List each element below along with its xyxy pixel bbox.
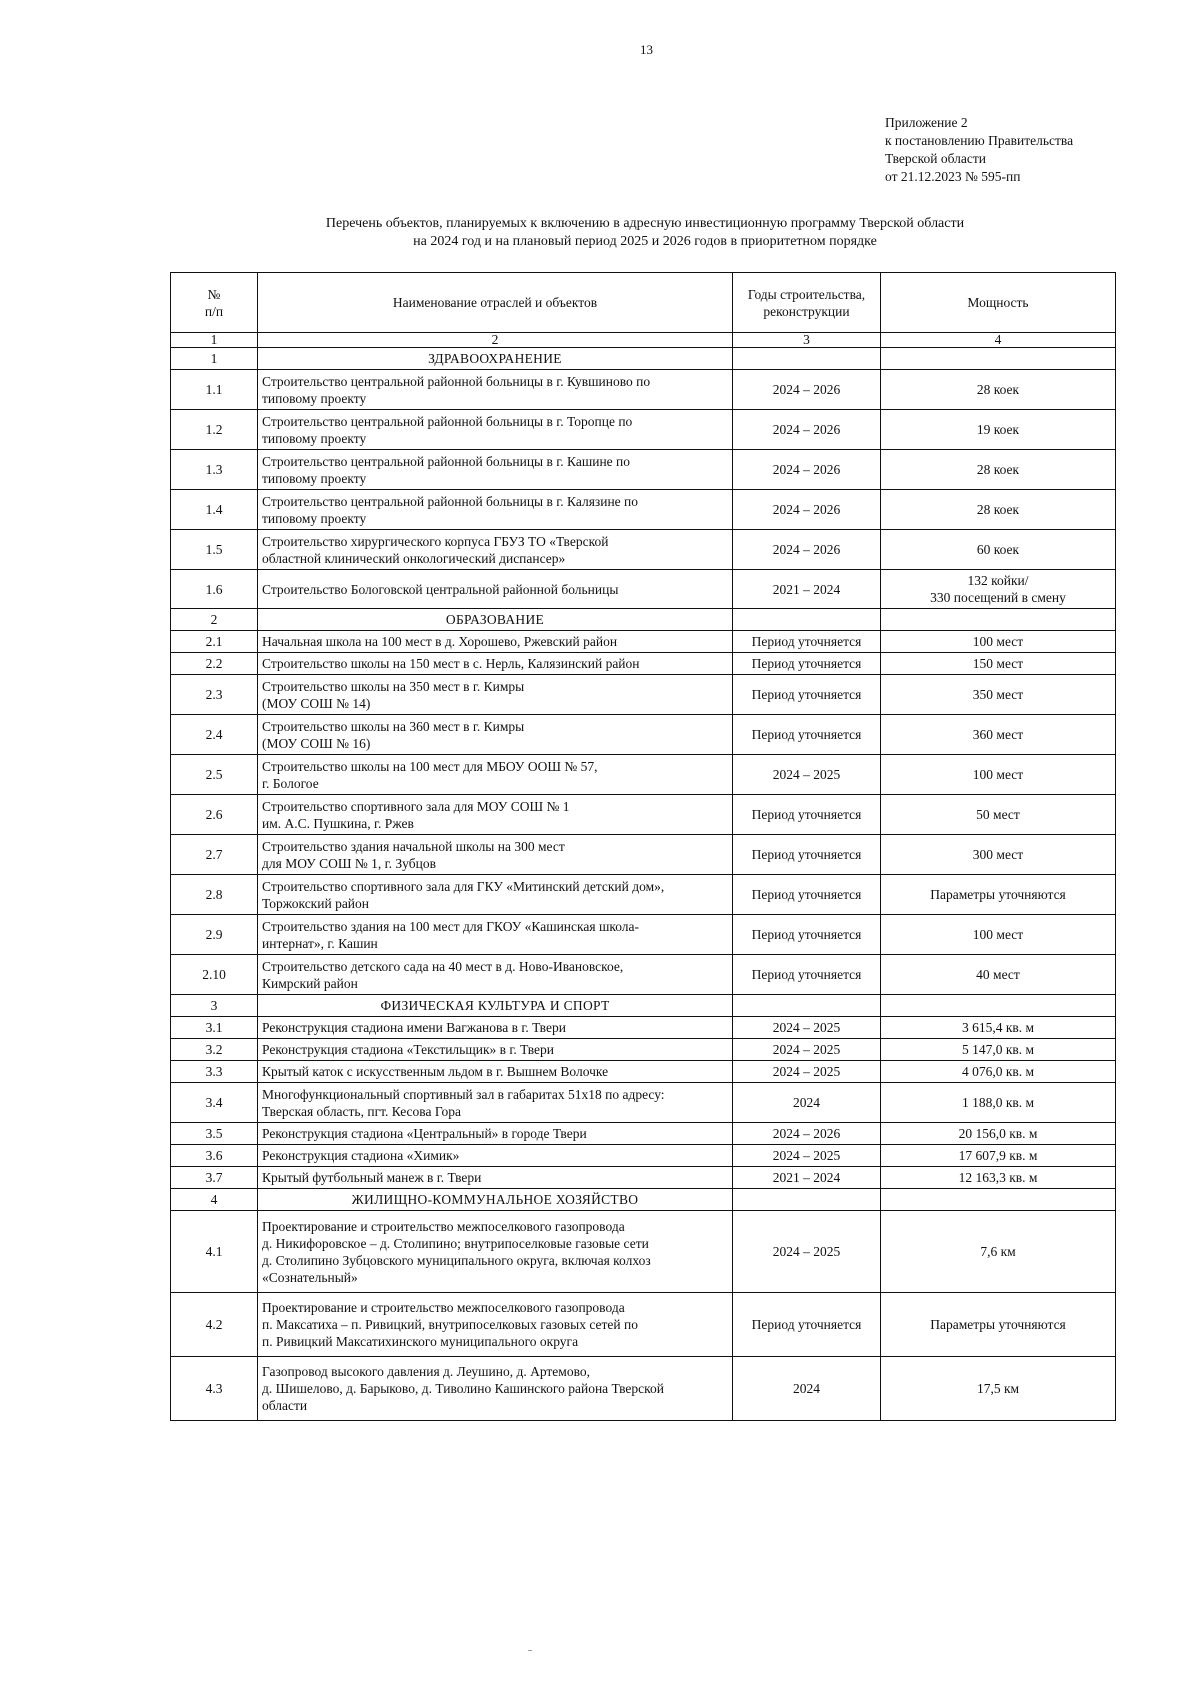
object-name	[258, 1211, 733, 1293]
capacity-line: 19 коек	[976, 422, 1020, 437]
capacity-line: 28 коек	[976, 502, 1020, 517]
header-capacity: Мощность	[881, 273, 1116, 333]
object-name-line: Проектирование и строительство межпоселкового газопровода	[262, 1300, 625, 1315]
capacity	[881, 1167, 1116, 1189]
capacity-line: 60 коек	[976, 542, 1020, 557]
object-name-line: Кимрский район	[262, 975, 358, 991]
object-name	[258, 450, 733, 490]
object-name-line: Торжокский район	[262, 895, 370, 911]
appendix-line: к постановлению Правительства	[885, 133, 1074, 148]
object-name-line: для МОУ СОШ № 1, г. Зубцов	[262, 855, 436, 871]
capacity	[881, 348, 1116, 370]
row-number: 1.2	[171, 410, 258, 450]
table-row	[171, 1211, 1116, 1293]
row-number: 3.1	[171, 1017, 258, 1039]
construction-years: 2021 – 2024	[733, 570, 881, 609]
object-name	[258, 875, 733, 915]
object-name-line: Многофункциональный спортивный зал в габаритах 51х18 по адресу:	[262, 1086, 665, 1102]
object-name	[258, 490, 733, 530]
construction-years: Период уточняется	[733, 835, 881, 875]
row-number: 3	[171, 995, 258, 1017]
construction-years: 2024 – 2026	[733, 530, 881, 570]
construction-years: 2024 – 2025	[733, 1061, 881, 1083]
construction-years: Период уточняется	[733, 675, 881, 715]
object-name-line: Тверская область, пгт. Кесова Гора	[262, 1103, 461, 1119]
construction-years: Период уточняется	[733, 955, 881, 995]
section-title: ЗДРАВООХРАНЕНИЕ	[258, 348, 733, 370]
row-number: 2.7	[171, 835, 258, 875]
capacity-line: 28 коек	[976, 462, 1020, 477]
object-name-line: Проектирование и строительство межпоселкового газопровода	[262, 1218, 625, 1234]
object-name	[258, 755, 733, 795]
object-name-line: им. А.С. Пушкина, г. Ржев	[262, 815, 414, 831]
object-name-line: Строительство центральной районной больницы в г. Торопце по	[262, 413, 633, 429]
construction-years: Период уточняется	[733, 1293, 881, 1357]
table-row	[171, 490, 1116, 530]
table-row	[171, 410, 1116, 450]
capacity	[881, 675, 1116, 715]
capacity	[881, 795, 1116, 835]
object-name	[258, 955, 733, 995]
capacity	[881, 1357, 1116, 1421]
construction-years: 2024 – 2026	[733, 490, 881, 530]
object-name-line: Строительство хирургического корпуса ГБУЗ ТО «Тверской	[262, 533, 609, 549]
capacity-line: 100 мест	[972, 634, 1024, 649]
object-name-line: Строительство центральной районной больницы в г. Кашине по	[262, 453, 631, 469]
object-name-line: Строительство Бологовской центральной районной больницы	[262, 581, 619, 597]
section-row	[171, 348, 1116, 370]
capacity	[881, 1123, 1116, 1145]
column-number: 1	[171, 333, 258, 348]
capacity	[881, 490, 1116, 530]
header-years-line: Годы строительства,	[747, 286, 866, 302]
object-name-line: Строительство детского сада на 40 мест в д. Ново-Ивановское,	[262, 958, 624, 974]
header-num	[171, 273, 258, 333]
object-name-line: Крытый футбольный манеж в г. Твери	[262, 1170, 482, 1185]
row-number: 1.3	[171, 450, 258, 490]
object-name-line: Строительство центральной районной больницы в г. Калязине по	[262, 493, 639, 509]
capacity	[881, 915, 1116, 955]
capacity	[881, 995, 1116, 1017]
row-number: 4.1	[171, 1211, 258, 1293]
capacity-line: 4 076,0 кв. м	[961, 1064, 1035, 1079]
object-name	[258, 1167, 733, 1189]
row-number: 4	[171, 1189, 258, 1211]
section-title: ОБРАЗОВАНИЕ	[258, 609, 733, 631]
capacity-line: 100 мест	[972, 767, 1024, 782]
row-number: 4.3	[171, 1357, 258, 1421]
object-name-line: Строительство здания на 100 мест для ГКОУ «Кашинская школа-	[262, 918, 640, 934]
capacity-line: Параметры уточняются	[930, 887, 1066, 902]
construction-years: 2024 – 2025	[733, 1039, 881, 1061]
table-row	[171, 1039, 1116, 1061]
scan-mark	[528, 1650, 532, 1651]
header-years	[733, 273, 881, 333]
object-name	[258, 715, 733, 755]
row-number: 3.5	[171, 1123, 258, 1145]
table-row	[171, 1017, 1116, 1039]
table-row	[171, 675, 1116, 715]
capacity	[881, 1145, 1116, 1167]
capacity	[881, 609, 1116, 631]
object-name	[258, 1083, 733, 1123]
object-name-line: Реконструкция стадиона «Текстильщик» в г. Твери	[262, 1042, 554, 1057]
construction-years	[733, 609, 881, 631]
capacity-line: 330 посещений в смену	[930, 590, 1066, 605]
object-name-line: области	[262, 1398, 308, 1413]
capacity-line: 40 мест	[976, 967, 1020, 982]
construction-years: 2024 – 2026	[733, 370, 881, 410]
section-row	[171, 995, 1116, 1017]
column-number: 2	[258, 333, 733, 348]
object-name-line: Строительство спортивного зала для ГКУ «Митинский детский дом»,	[262, 878, 665, 894]
table-row	[171, 955, 1116, 995]
row-number: 1.4	[171, 490, 258, 530]
table-row	[171, 631, 1116, 653]
row-number: 3.6	[171, 1145, 258, 1167]
object-name-line: г. Бологое	[262, 775, 319, 791]
capacity	[881, 1017, 1116, 1039]
object-name-line: «Сознательный»	[262, 1269, 358, 1285]
object-name	[258, 370, 733, 410]
capacity	[881, 370, 1116, 410]
construction-years: Период уточняется	[733, 875, 881, 915]
object-name-line: Реконструкция стадиона «Химик»	[262, 1148, 460, 1163]
capacity	[881, 1039, 1116, 1061]
capacity	[881, 410, 1116, 450]
table-row	[171, 1061, 1116, 1083]
object-name-line: типовому проекту	[262, 470, 367, 486]
table-row	[171, 530, 1116, 570]
section-title: ЖИЛИЩНО-КОММУНАЛЬНОЕ ХОЗЯЙСТВО	[258, 1189, 733, 1211]
capacity-line: 360 мест	[972, 727, 1024, 742]
capacity-line: 150 мест	[972, 656, 1024, 671]
capacity	[881, 715, 1116, 755]
construction-years: 2024 – 2026	[733, 450, 881, 490]
row-number: 4.2	[171, 1293, 258, 1357]
table-row	[171, 795, 1116, 835]
table-row	[171, 1167, 1116, 1189]
capacity-line: 300 мест	[972, 847, 1024, 862]
object-name-line: Строительство здания начальной школы на 300 мест	[262, 838, 565, 854]
object-name-line: (МОУ СОШ № 14)	[262, 695, 371, 711]
object-name	[258, 631, 733, 653]
document-title	[170, 215, 1120, 251]
appendix-line: Тверской области	[885, 151, 986, 166]
construction-years: 2024 – 2026	[733, 410, 881, 450]
construction-years: Период уточняется	[733, 631, 881, 653]
object-name-line: Строительство школы на 350 мест в г. Кимры	[262, 678, 525, 694]
table-row	[171, 1083, 1116, 1123]
object-name-line: областной клинический онкологический диспансер»	[262, 550, 566, 566]
object-name	[258, 530, 733, 570]
row-number: 2.2	[171, 653, 258, 675]
table-row	[171, 570, 1116, 609]
capacity-line: 1 188,0 кв. м	[961, 1095, 1035, 1110]
object-name	[258, 675, 733, 715]
object-name-line: Реконструкция стадиона имени Вагжанова в г. Твери	[262, 1020, 566, 1035]
capacity	[881, 1211, 1116, 1293]
header-name: Наименование отраслей и объектов	[258, 273, 733, 333]
capacity-line: 350 мест	[972, 687, 1024, 702]
table-row	[171, 835, 1116, 875]
section-title: ФИЗИЧЕСКАЯ КУЛЬТУРА И СПОРТ	[258, 995, 733, 1017]
capacity-line: 12 163,3 кв. м	[958, 1170, 1038, 1185]
table-row	[171, 875, 1116, 915]
row-number: 2.1	[171, 631, 258, 653]
object-name-line: типовому проекту	[262, 510, 367, 526]
header-years-line: реконструкции	[763, 303, 850, 319]
construction-years: Период уточняется	[733, 715, 881, 755]
row-number: 3.2	[171, 1039, 258, 1061]
construction-years: 2024 – 2026	[733, 1123, 881, 1145]
object-name	[258, 410, 733, 450]
capacity	[881, 450, 1116, 490]
object-name	[258, 1293, 733, 1357]
object-name	[258, 1123, 733, 1145]
row-number: 3.4	[171, 1083, 258, 1123]
object-name	[258, 653, 733, 675]
capacity	[881, 1083, 1116, 1123]
object-name	[258, 1017, 733, 1039]
row-number: 2.9	[171, 915, 258, 955]
construction-years	[733, 1189, 881, 1211]
object-name	[258, 835, 733, 875]
capacity	[881, 1061, 1116, 1083]
row-number: 2	[171, 609, 258, 631]
title-line: на 2024 год и на плановый период 2025 и 2026 годов в приоритетном порядке	[413, 234, 877, 249]
row-number: 2.5	[171, 755, 258, 795]
row-number: 2.3	[171, 675, 258, 715]
row-number: 1.5	[171, 530, 258, 570]
row-number: 2.6	[171, 795, 258, 835]
table-row	[171, 1293, 1116, 1357]
row-number: 1.1	[171, 370, 258, 410]
section-row	[171, 1189, 1116, 1211]
construction-years: Период уточняется	[733, 653, 881, 675]
capacity-line: 28 коек	[976, 382, 1020, 397]
table-row	[171, 755, 1116, 795]
table-row	[171, 1357, 1116, 1421]
object-name-line: Строительство школы на 100 мест для МБОУ ООШ № 57,	[262, 758, 598, 774]
construction-years: Период уточняется	[733, 795, 881, 835]
construction-years: 2024 – 2025	[733, 755, 881, 795]
object-name	[258, 795, 733, 835]
object-name-line: типовому проекту	[262, 390, 367, 406]
table-body	[171, 348, 1116, 1421]
row-number: 2.8	[171, 875, 258, 915]
capacity	[881, 653, 1116, 675]
construction-years: 2024	[733, 1083, 881, 1123]
object-name-line: д. Никифоровское – д. Столипино; внутрипоселковые газовые сети	[262, 1235, 649, 1251]
object-name-line: Строительство школы на 150 мест в с. Нерль, Калязинский район	[262, 656, 640, 671]
object-name-line: (МОУ СОШ № 16)	[262, 735, 371, 751]
table-row	[171, 653, 1116, 675]
section-row	[171, 609, 1116, 631]
capacity	[881, 530, 1116, 570]
column-number-row	[171, 333, 1116, 348]
appendix-line: от 21.12.2023 № 595-пп	[885, 169, 1021, 184]
object-name-line: д. Шишелово, д. Барыково, д. Тиволино Кашинского района Тверской	[262, 1381, 664, 1396]
capacity-line: 17 607,9 кв. м	[958, 1148, 1038, 1163]
title-line: Перечень объектов, планируемых к включению в адресную инвестиционную программу Тверской области	[325, 216, 965, 231]
capacity-line: 132 койки/	[967, 573, 1029, 588]
header-num-line: №	[207, 286, 221, 302]
row-number: 1.6	[171, 570, 258, 609]
table-row	[171, 715, 1116, 755]
object-name-line: п. Ривицкий Максатихинского муниципального округа	[262, 1334, 579, 1349]
table-row	[171, 915, 1116, 955]
construction-years: 2024 – 2025	[733, 1211, 881, 1293]
header-num-line: п/п	[204, 303, 224, 319]
object-name	[258, 570, 733, 609]
construction-years: 2024	[733, 1357, 881, 1421]
row-number: 3.3	[171, 1061, 258, 1083]
appendix-block	[885, 114, 1073, 186]
row-number: 1	[171, 348, 258, 370]
objects-table	[170, 272, 1116, 1421]
object-name	[258, 915, 733, 955]
object-name-line: Строительство спортивного зала для МОУ СОШ № 1	[262, 798, 570, 814]
table-row	[171, 1145, 1116, 1167]
table-row	[171, 1123, 1116, 1145]
object-name	[258, 1357, 733, 1421]
capacity	[881, 570, 1116, 609]
capacity	[881, 835, 1116, 875]
table-row	[171, 450, 1116, 490]
table-row	[171, 370, 1116, 410]
column-number: 3	[733, 333, 881, 348]
capacity-line: 3 615,4 кв. м	[961, 1020, 1035, 1035]
construction-years	[733, 348, 881, 370]
capacity-line: 5 147,0 кв. м	[961, 1042, 1035, 1057]
capacity-line: 20 156,0 кв. м	[958, 1126, 1038, 1141]
object-name-line: Реконструкция стадиона «Центральный» в городе Твери	[262, 1126, 587, 1141]
construction-years: 2024 – 2025	[733, 1145, 881, 1167]
appendix-line: Приложение 2	[885, 115, 968, 130]
object-name-line: Газопровод высокого давления д. Леушино, д. Артемово,	[262, 1364, 590, 1379]
construction-years: Период уточняется	[733, 915, 881, 955]
capacity-line: 50 мест	[976, 807, 1020, 822]
row-number: 2.4	[171, 715, 258, 755]
object-name-line: Строительство школы на 360 мест в г. Кимры	[262, 718, 525, 734]
object-name-line: интернат», г. Кашин	[262, 935, 378, 951]
capacity	[881, 955, 1116, 995]
column-number: 4	[881, 333, 1116, 348]
capacity	[881, 755, 1116, 795]
capacity	[881, 1293, 1116, 1357]
object-name-line: Начальная школа на 100 мест в д. Хорошево, Ржевский район	[262, 634, 618, 649]
object-name	[258, 1039, 733, 1061]
object-name-line: д. Столипино Зубцовского муниципального округа, включая колхоз	[262, 1252, 651, 1268]
capacity-line: 7,6 км	[980, 1244, 1016, 1259]
capacity	[881, 875, 1116, 915]
capacity-line: Параметры уточняются	[930, 1317, 1066, 1332]
row-number: 2.10	[171, 955, 258, 995]
capacity-line: 100 мест	[972, 927, 1024, 942]
object-name-line: п. Максатиха – п. Ривицкий, внутрипоселковых газовых сетей по	[262, 1317, 638, 1332]
construction-years: 2021 – 2024	[733, 1167, 881, 1189]
page-number: 13	[640, 42, 653, 57]
object-name	[258, 1145, 733, 1167]
capacity	[881, 631, 1116, 653]
row-number: 3.7	[171, 1167, 258, 1189]
object-name	[258, 1061, 733, 1083]
construction-years	[733, 995, 881, 1017]
capacity-line: 17,5 км	[976, 1381, 1020, 1396]
capacity	[881, 1189, 1116, 1211]
table-header-row	[171, 273, 1116, 333]
object-name-line: типовому проекту	[262, 430, 367, 446]
construction-years: 2024 – 2025	[733, 1017, 881, 1039]
object-name-line: Крытый каток с искусственным льдом в г. Вышнем Волочке	[262, 1064, 609, 1079]
object-name-line: Строительство центральной районной больницы в г. Кувшиново по	[262, 373, 651, 389]
